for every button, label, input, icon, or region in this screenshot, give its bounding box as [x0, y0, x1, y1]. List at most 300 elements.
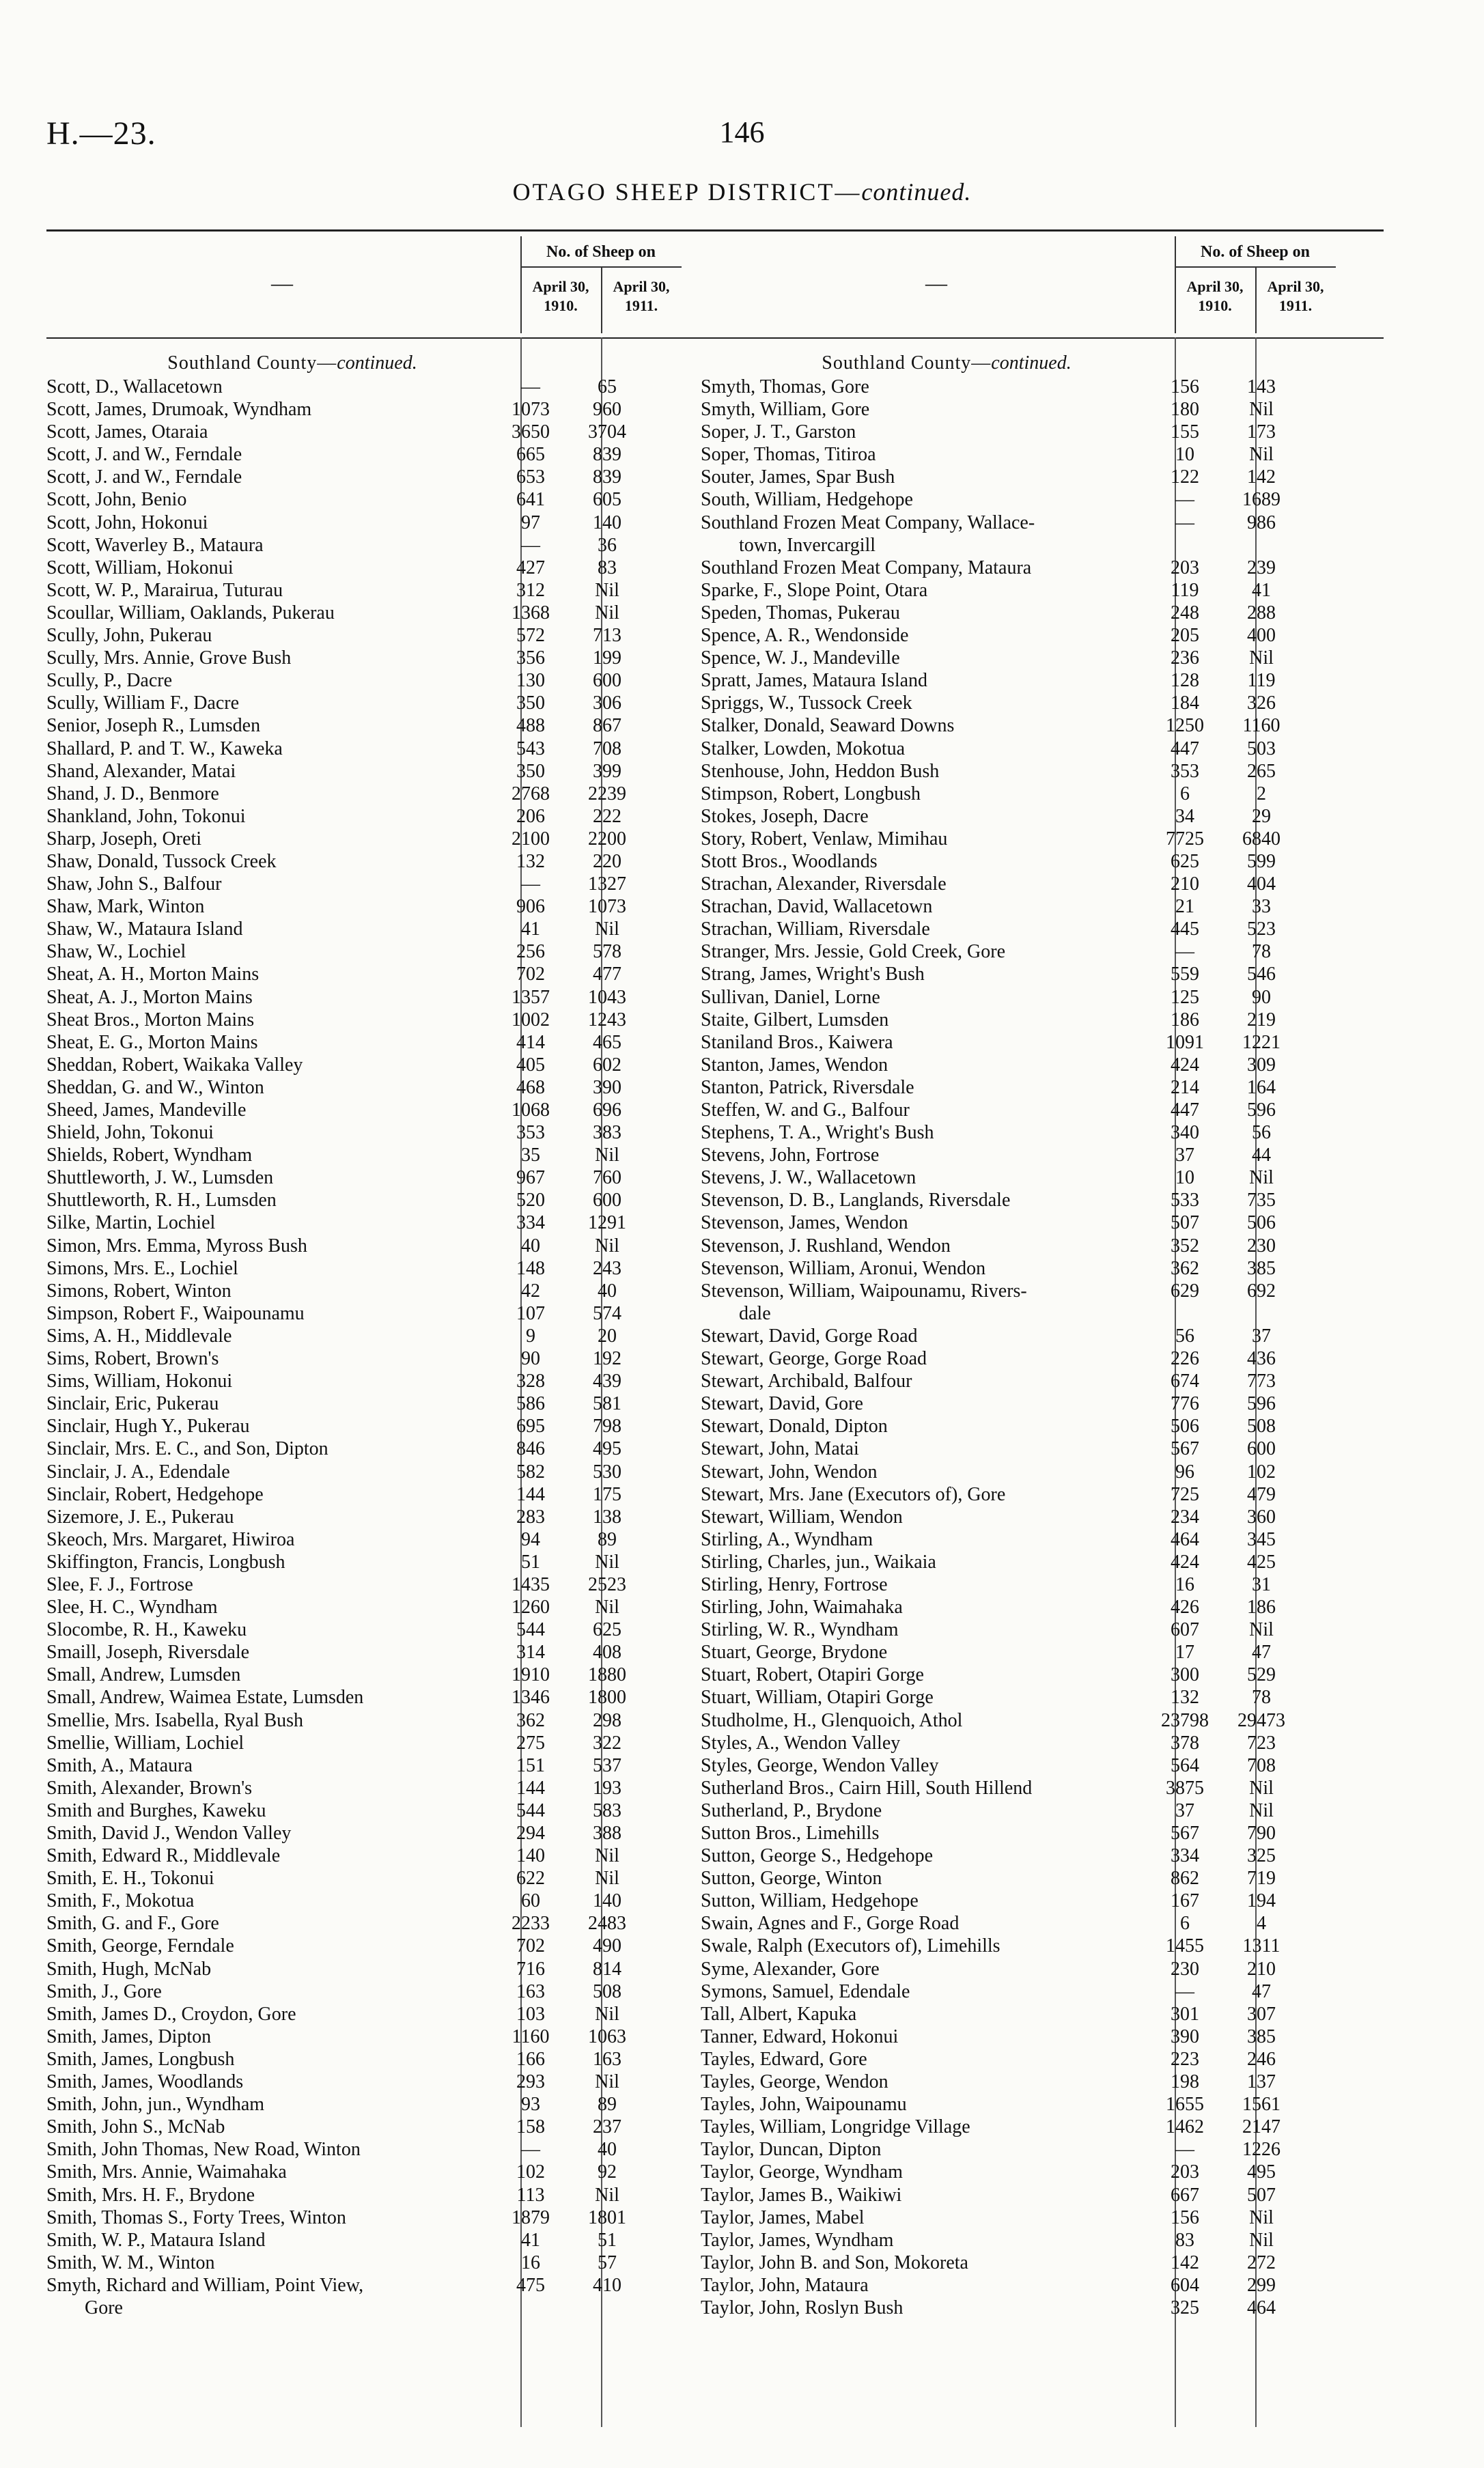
header-dash: — [271, 270, 293, 295]
owner-name-text: Swale, Ralph (Executors of), Limehills [701, 1935, 1000, 1957]
owner-name-continuation: dale [739, 1302, 771, 1324]
owner-name-text: Stokes, Joseph, Dacre [701, 805, 869, 827]
owner-name [701, 895, 1172, 918]
owner-name-text: Scott, James, Drumoak, Wyndham [46, 399, 312, 421]
owner-name-text: Strachan, Alexander, Riversdale [701, 873, 947, 895]
table-row [46, 2025, 729, 2048]
table-row [701, 2161, 1384, 2183]
owner-name [701, 1121, 1172, 1144]
owner-name-text: Stevenson, William, Aronui, Wendon [701, 1257, 986, 1279]
sheep-1910-value: 1879 [512, 2206, 550, 2228]
sheep-1910-value: 464 [1171, 1528, 1199, 1550]
sheep-1911-value: 360 [1247, 1506, 1276, 1528]
table-row [701, 1506, 1384, 1528]
table-row [701, 1596, 1384, 1618]
owner-name-text: Stewart, George, Gorge Road [701, 1348, 927, 1370]
owner-name-text: Sheat, A. J., Morton Mains [46, 986, 253, 1008]
sheep-1910-value: 163 [516, 1980, 545, 2002]
owner-name [701, 1709, 1172, 1732]
sheep-1911-value: Nil [1249, 1619, 1274, 1641]
sheep-1911-value: 596 [1247, 1393, 1276, 1415]
table-row [46, 1573, 729, 1596]
table-row [46, 940, 729, 963]
owner-name [701, 873, 1172, 895]
sheep-1911-value: Nil [595, 1845, 619, 1867]
owner-name-text: Smyth, Thomas, Gore [701, 376, 869, 397]
sheep-1910-value: 293 [516, 2071, 545, 2093]
owner-name-text: Scully, William F., Dacre [46, 692, 240, 714]
sheep-1911-value: 507 [1247, 2184, 1276, 2206]
owner-name [46, 918, 518, 940]
owner-name-text: Smith, F., Mokotua [46, 1890, 195, 1912]
sheep-1910-value: 1160 [512, 2025, 550, 2047]
owner-name [46, 669, 518, 692]
owner-name-text: Stott Bros., Woodlands [701, 850, 878, 872]
sheep-1911-value: 600 [1247, 1438, 1276, 1460]
sheep-1910-value: 405 [516, 1054, 545, 1076]
owner-name-text: Sinclair, Hugh Y., Pukerau [46, 1416, 250, 1438]
sheep-1911-value: 735 [1247, 1190, 1276, 1211]
owner-name [46, 1980, 518, 2003]
owner-name-text: Smith, G. and F., Gore [46, 1913, 219, 1935]
owner-name [46, 2274, 518, 2319]
owner-name-text: Shields, Robert, Wyndham [46, 1145, 253, 1166]
owner-name [46, 1664, 518, 1686]
sheep-1910-value: 6 [1180, 783, 1190, 804]
owner-name-text: Tayles, William, Longridge Village [701, 2116, 970, 2138]
owner-name-text: Simons, Mrs. E., Lochiel [46, 1257, 238, 1279]
sheep-1910-value: 60 [521, 1890, 540, 1912]
owner-name [46, 1121, 518, 1144]
sheep-1910-value: 2768 [512, 783, 550, 804]
table-row [701, 2025, 1384, 2048]
table-row [46, 1144, 729, 1166]
sheep-1911-value: 537 [593, 1754, 621, 1776]
table-row [701, 1235, 1384, 1257]
owner-name [701, 579, 1172, 602]
sheep-1910-value: 125 [1171, 986, 1199, 1008]
sheep-1911-value: 265 [1247, 760, 1276, 782]
sheep-1911-value: Nil [1249, 2206, 1274, 2228]
sheep-1911-value: 404 [1247, 873, 1276, 895]
sheep-1910-value: 2233 [512, 1913, 550, 1935]
owner-name [701, 1573, 1172, 1596]
owner-name-text: Shand, J. D., Benmore [46, 783, 219, 804]
sheep-1911-value: Nil [1249, 399, 1274, 421]
owner-name [46, 1302, 518, 1325]
table-row [701, 986, 1384, 1009]
owner-name [701, 398, 1172, 421]
table-row [701, 1664, 1384, 1686]
owner-name-text: Shaw, W., Lochiel [46, 941, 186, 963]
owner-name [701, 1754, 1172, 1777]
owner-name [701, 1867, 1172, 1890]
sheep-1910-value: 424 [1171, 1054, 1199, 1076]
sheep-1910-value: 625 [1171, 850, 1199, 872]
owner-name [46, 1144, 518, 1166]
table-row [701, 940, 1384, 963]
owner-name [701, 1506, 1172, 1528]
table-row [46, 918, 729, 940]
sheep-1911-value: 713 [593, 625, 621, 647]
owner-name-text: Taylor, John B. and Son, Mokoreta [701, 2252, 968, 2273]
owner-name [46, 2206, 518, 2229]
sheep-1911-value: 20 [598, 1325, 617, 1347]
owner-name-text: Smith, J., Gore [46, 1980, 162, 2002]
sheep-1911-value: 31 [1252, 1573, 1271, 1595]
top-rule [46, 229, 729, 232]
sheep-1911-value: Nil [595, 2184, 619, 2206]
sheep-1911-value: 605 [593, 489, 621, 511]
table-row [46, 421, 729, 443]
table-row [701, 1099, 1384, 1121]
sheep-1911-value: 399 [593, 760, 621, 782]
header-bottom-rule [46, 337, 729, 339]
sheep-1910-value: 226 [1171, 1348, 1199, 1370]
sheep-1910-value: 695 [516, 1416, 545, 1438]
table-row [46, 1506, 729, 1528]
sheep-1910-value: 9 [526, 1325, 535, 1347]
sheep-1910-value: 198 [1171, 2071, 1199, 2093]
table-row [701, 1935, 1384, 1957]
sheep-1910-value: 1357 [512, 986, 550, 1008]
sheep-1910-value: 426 [1171, 1597, 1199, 1618]
owner-name-text: Stirling, Charles, jun., Waikaia [701, 1551, 936, 1573]
sheep-1911-value: 708 [1247, 1754, 1276, 1776]
sheep-1911-value: 309 [1247, 1054, 1276, 1076]
section-subheading [701, 352, 1192, 374]
table-row [701, 1845, 1384, 1867]
subheading-text: Southland County— [822, 352, 992, 374]
owner-name [701, 2206, 1172, 2229]
sheep-1911-value: 530 [593, 1461, 621, 1483]
owner-name-text: Sharp, Joseph, Oreti [46, 828, 202, 850]
table-row [46, 443, 729, 466]
sheep-1910-value: 340 [1171, 1122, 1199, 1144]
table-row [46, 2071, 729, 2093]
sheep-1910-value: 184 [1171, 692, 1199, 714]
sheep-1910-value: 35 [521, 1145, 540, 1166]
sheep-1911-value: 503 [1247, 738, 1276, 759]
page-number: 146 [719, 115, 765, 149]
sheep-1910-value: 607 [1171, 1619, 1199, 1641]
owner-name-text: Small, Andrew, Waimea Estate, Lumsden [46, 1687, 364, 1709]
sheep-1911-value: 490 [593, 1935, 621, 1957]
sheep-1911-value: 1689 [1242, 489, 1280, 511]
table-row [46, 1867, 729, 1890]
sheep-1911-value: 464 [1247, 2297, 1276, 2318]
sheep-1911-value: 390 [593, 1076, 621, 1098]
sheep-1911-value: 243 [593, 1257, 621, 1279]
table-row [46, 1912, 729, 1935]
owner-name-text: Stirling, A., Wyndham [701, 1528, 873, 1550]
owner-name [701, 1912, 1172, 1935]
sheep-1911-value: 89 [598, 1528, 617, 1550]
table-row [46, 1189, 729, 1211]
owner-name-text: Slee, H. C., Wyndham [46, 1597, 218, 1618]
owner-name [46, 1325, 518, 1347]
table-row [701, 2206, 1384, 2229]
owner-name-text: Scoullar, William, Oaklands, Pukerau [46, 602, 335, 623]
owner-name-text: Senior, Joseph R., Lumsden [46, 715, 261, 737]
sheep-1910-value: — [521, 376, 540, 397]
owner-name-text: Soper, Thomas, Titiroa [701, 444, 876, 466]
owner-name-text: Slocombe, R. H., Kaweku [46, 1619, 247, 1641]
owner-name [46, 714, 518, 737]
owner-name-text: Sutton Bros., Limehills [701, 1823, 880, 1844]
table-row [46, 669, 729, 692]
owner-name-text: Slee, F. J., Fortrose [46, 1573, 193, 1595]
sheep-1911-value: 583 [593, 1799, 621, 1821]
owner-name [46, 1890, 518, 1912]
sheep-1911-value: 408 [593, 1642, 621, 1664]
owner-name [46, 2252, 518, 2274]
table-row [46, 2229, 729, 2252]
table-row [46, 2161, 729, 2183]
sheep-1911-value: 298 [593, 1709, 621, 1731]
table-row [46, 1845, 729, 1867]
sheep-1911-value: 602 [593, 1054, 621, 1076]
owner-name-text: Skeoch, Mrs. Margaret, Hiwiroa [46, 1528, 295, 1550]
owner-name-text: Skiffington, Francis, Longbush [46, 1551, 285, 1573]
owner-name [701, 2184, 1172, 2206]
owner-name [46, 2003, 518, 2025]
table-row [701, 1370, 1384, 1392]
owner-name [46, 398, 518, 421]
sheep-1911-value: 345 [1247, 1528, 1276, 1550]
owner-name [46, 1754, 518, 1777]
owner-name-text: Smith, E. H., Tokonui [46, 1868, 214, 1890]
sheep-1910-value: 90 [521, 1348, 540, 1370]
table-row [46, 1009, 729, 1031]
sheep-1911-value: 1226 [1242, 2139, 1280, 2161]
table-row [701, 2048, 1384, 2071]
owner-name [46, 488, 518, 511]
sheep-1910-value: 350 [516, 692, 545, 714]
sheep-1910-value: 1068 [512, 1099, 550, 1121]
sheep-1910-value: 144 [516, 1483, 545, 1505]
owner-name [701, 2093, 1172, 2116]
owner-name [46, 2138, 518, 2161]
sheep-1910-value: 256 [516, 941, 545, 963]
sheep-1911-value: 102 [1247, 1461, 1276, 1483]
owner-name-text: Tayles, John, Waipounamu [701, 2094, 907, 2116]
owner-name-text: Souter, James, Spar Bush [701, 466, 895, 488]
owner-name-text: Smellie, William, Lochiel [46, 1732, 244, 1754]
owner-name-text: Scott, J. and W., Ferndale [46, 444, 242, 466]
sheep-1910-value: 506 [1171, 1416, 1199, 1438]
owner-name [46, 2093, 518, 2116]
owner-name [701, 669, 1172, 692]
owner-name [701, 760, 1172, 783]
owner-name-text: Stevenson, J. Rushland, Wendon [701, 1235, 951, 1257]
table-row [701, 624, 1384, 647]
sheep-1911-value: 839 [593, 466, 621, 488]
sheep-1910-value: 3875 [1166, 1777, 1204, 1799]
sheep-1910-value: 186 [1171, 1009, 1199, 1030]
table-row [46, 2252, 729, 2274]
table-row [701, 557, 1384, 579]
table-row [46, 738, 729, 760]
sheep-1910-value: 214 [1171, 1076, 1199, 1098]
owner-name-text: Simon, Mrs. Emma, Myross Bush [46, 1235, 307, 1257]
table-row [46, 1664, 729, 1686]
sheep-1910-value: 83 [1175, 2229, 1194, 2251]
owner-name [46, 1935, 518, 1957]
table-row [46, 1686, 729, 1709]
sheep-1911-value: 222 [593, 805, 621, 827]
owner-name [46, 895, 518, 918]
sheep-1911-value: 89 [598, 2094, 617, 2116]
owner-name-text: Smith, John, jun., Wyndham [46, 2094, 265, 2116]
sheep-1910-value: 468 [516, 1076, 545, 1098]
table-header [46, 236, 729, 333]
sheep-1910-value: 334 [1171, 1845, 1199, 1867]
sheep-1910-value: 142 [1171, 2252, 1199, 2273]
right-rows [701, 376, 1384, 2319]
owner-name-text: Stranger, Mrs. Jessie, Gold Creek, Gore [701, 941, 1006, 963]
sheep-1911-value: Nil [595, 1551, 619, 1573]
owner-name-text: Spence, W. J., Mandeville [701, 647, 900, 669]
owner-name [701, 1392, 1172, 1415]
owner-name [701, 1166, 1172, 1189]
owner-name-text: Smith, W. P., Mataura Island [46, 2229, 266, 2251]
table-row [46, 376, 729, 398]
sheep-1911-value: 425 [1247, 1551, 1276, 1573]
owner-name-text: Simpson, Robert F., Waipounamu [46, 1302, 305, 1324]
sheep-1911-value: 4 [1257, 1913, 1266, 1935]
owner-name-text: Strang, James, Wright's Bush [701, 964, 925, 985]
sheep-1910-value: — [1175, 511, 1194, 533]
sheep-1911-value: 164 [1247, 1076, 1276, 1098]
table-row [701, 1121, 1384, 1144]
owner-name [46, 1641, 518, 1664]
table-row [701, 918, 1384, 940]
owner-name-text: Stewart, Archibald, Balfour [701, 1371, 912, 1392]
table-row [46, 1980, 729, 2003]
sheep-1911-value: 1063 [588, 2025, 626, 2047]
table-row [701, 421, 1384, 443]
sheep-1911-value: 529 [1247, 1664, 1276, 1686]
table-row [701, 895, 1384, 918]
owner-name [46, 1958, 518, 1980]
table-row [701, 2297, 1384, 2319]
owner-name [701, 2161, 1172, 2183]
sheep-1910-value: 156 [1171, 376, 1199, 397]
sheep-1910-value: 7725 [1166, 828, 1204, 850]
owner-name-text: Stephens, T. A., Wright's Bush [701, 1122, 934, 1144]
owner-name-text: Stuart, Robert, Otapiri Gorge [701, 1664, 924, 1686]
sheep-1911-value: 508 [1247, 1416, 1276, 1438]
owner-name [701, 1618, 1172, 1641]
owner-name [46, 1099, 518, 1121]
sheep-1910-value: 180 [1171, 399, 1199, 421]
sheep-1910-value: 122 [1171, 466, 1199, 488]
sheep-1911-value: 173 [1247, 421, 1276, 443]
sheep-1911-value: Nil [595, 919, 619, 940]
owner-name-text: Spriggs, W., Tussock Creek [701, 692, 912, 714]
owner-name-text: Stevenson, James, Wendon [701, 1212, 908, 1234]
owner-name-text: Scott, W. P., Marairua, Tuturau [46, 579, 283, 601]
owner-name [46, 1370, 518, 1392]
owner-name [701, 1799, 1172, 1822]
sheep-1911-value: 1160 [1242, 715, 1280, 737]
owner-name [46, 1189, 518, 1211]
sheep-1911-value: 163 [593, 2048, 621, 2070]
table-row [46, 624, 729, 647]
sheep-1911-value: 36 [598, 534, 617, 556]
sheep-1911-value: 581 [593, 1393, 621, 1415]
table-row [701, 2252, 1384, 2274]
owner-name-text: Shaw, W., Mataura Island [46, 919, 243, 940]
sheep-1911-value: 479 [1247, 1483, 1276, 1505]
group-label: No. of Sheep on [1200, 243, 1311, 261]
sheep-1910-value: 140 [516, 1845, 545, 1867]
owner-name-text: Smith and Burghes, Kaweku [46, 1799, 266, 1821]
owner-name [46, 828, 518, 850]
sheep-1911-value: 210 [1247, 1958, 1276, 1980]
owner-name-text: Strachan, David, Wallacetown [701, 896, 933, 918]
owner-name [701, 1980, 1172, 2003]
owner-name [701, 1664, 1172, 1686]
table-row [701, 963, 1384, 985]
table-row [701, 1890, 1384, 1912]
sheep-1910-value: 205 [1171, 625, 1199, 647]
sheep-1910-value: 447 [1171, 1099, 1199, 1121]
sheep-1910-value: 520 [516, 1190, 545, 1211]
owner-name-text: Sheat, E. G., Morton Mains [46, 1031, 258, 1053]
sheep-1910-value: 40 [521, 1235, 540, 1257]
owner-name [701, 602, 1172, 624]
table-row [701, 2071, 1384, 2093]
table-row [701, 1054, 1384, 1076]
table-row [701, 873, 1384, 895]
table-row [46, 1528, 729, 1551]
owner-name [46, 1686, 518, 1709]
owner-name [701, 1890, 1172, 1912]
owner-name-text: Smith, George, Ferndale [46, 1935, 234, 1957]
sheep-1911-value: 1801 [588, 2206, 626, 2228]
table-row [46, 511, 729, 534]
sheep-1911-value: 839 [593, 444, 621, 466]
sheep-1911-value: 322 [593, 1732, 621, 1754]
owner-name [701, 1732, 1172, 1754]
owner-name-text: Stirling, W. R., Wyndham [701, 1619, 899, 1641]
owner-name-text: Shield, John, Tokonui [46, 1122, 214, 1144]
table-row [701, 1483, 1384, 1506]
sheep-1911-value: 41 [1252, 579, 1271, 601]
sheep-1911-value: 599 [1247, 850, 1276, 872]
sheep-1911-value: Nil [595, 602, 619, 623]
table-row [46, 1054, 729, 1076]
owner-name [701, 963, 1172, 985]
sheep-1911-value: Nil [595, 1235, 619, 1257]
owner-name-text: Sinclair, J. A., Edendale [46, 1461, 230, 1483]
owner-name-text: Shuttleworth, R. H., Lumsden [46, 1190, 277, 1211]
sheep-1911-value: 220 [593, 850, 621, 872]
sheep-1910-value: 967 [516, 1167, 545, 1189]
owner-name-text: Sheat Bros., Morton Mains [46, 1009, 255, 1030]
table-row [701, 1211, 1384, 1234]
sheep-1910-value: 41 [521, 2229, 540, 2251]
owner-name-text: Smith, Hugh, McNab [46, 1958, 212, 1980]
owner-name [701, 1777, 1172, 1799]
owner-name-text: Syme, Alexander, Gore [701, 1958, 880, 1980]
table-row [701, 2138, 1384, 2161]
owner-name [701, 1483, 1172, 1506]
sheep-1910-value: 702 [516, 964, 545, 985]
sheep-1911-value: Nil [595, 1868, 619, 1890]
